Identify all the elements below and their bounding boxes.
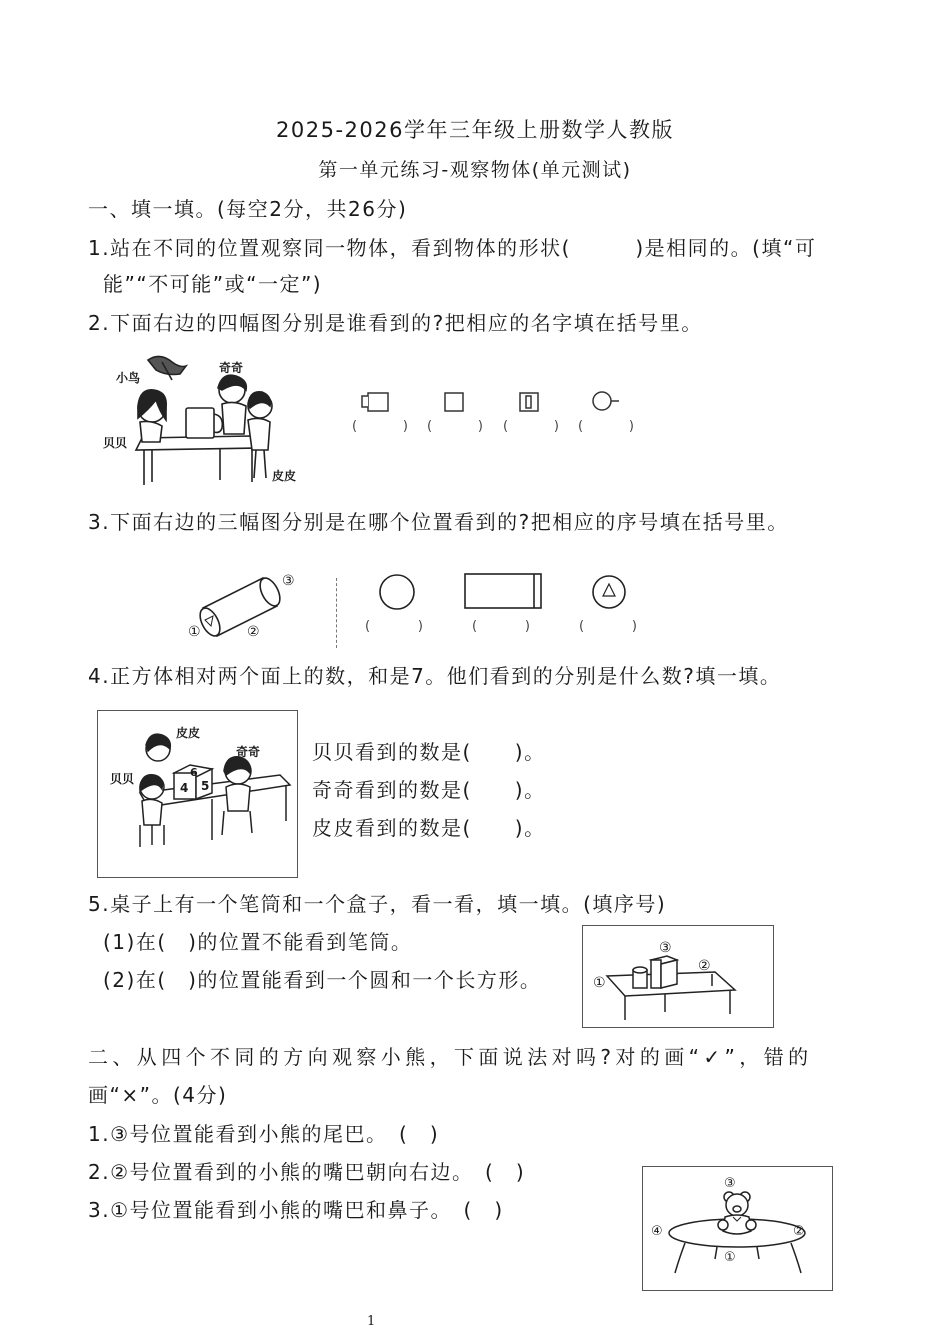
q3-text: 3.下面右边的三幅图分别是在哪个位置看到的?把相应的序号填在括号里。 — [88, 510, 789, 534]
q5-marker-2: ② — [698, 958, 711, 974]
label-qiqi: 奇奇 — [219, 361, 244, 375]
section2-heading-line2: 画“×”。(4分) — [88, 1083, 228, 1107]
q4-cube-side: 5 — [201, 779, 210, 793]
q2-blank-2[interactable]: ( ) — [427, 419, 483, 434]
q3-divider — [336, 578, 337, 648]
s2-marker-1: ① — [724, 1250, 736, 1265]
q5-marker-3: ③ — [659, 940, 672, 956]
s2-marker-3: ③ — [724, 1176, 736, 1191]
q5-item-1: (1)在( )的位置不能看到笔筒。 — [103, 930, 413, 954]
page-number: 1 — [367, 1314, 376, 1329]
page-title: 2025-2026学年三年级上册数学人教版 — [276, 118, 674, 142]
q4-label-pipi: 皮皮 — [176, 726, 201, 740]
q5-text: 5.桌子上有一个笔筒和一个盒子，看一看，填一填。(填序号) — [88, 892, 667, 916]
q2-blank-3[interactable]: ( ) — [503, 419, 559, 434]
q4-cube-top: 6 — [190, 766, 198, 779]
q4-line-qiqi: 奇奇看到的数是( )。 — [312, 778, 546, 802]
label-beibei: 贝贝 — [103, 436, 128, 450]
section1-heading: 一、填一填。(每空2分，共26分) — [88, 197, 408, 221]
q3-blank-2[interactable]: ( ) — [472, 619, 530, 634]
q1-line2: 能”“不可能”或“一定”) — [103, 272, 323, 296]
q3-marker-1: ① — [188, 624, 201, 640]
q4-text: 4.正方体相对两个面上的数，和是7。他们看到的分别是什么数?填一填。 — [88, 664, 782, 688]
q2-text: 2.下面右边的四幅图分别是谁看到的?把相应的名字填在括号里。 — [88, 311, 703, 335]
q3-marker-3: ③ — [282, 573, 295, 589]
q4-line-pipi: 皮皮看到的数是( )。 — [312, 816, 546, 840]
q3-marker-2: ② — [247, 624, 260, 640]
s2-item-2: 2.②号位置看到的小熊的嘴巴朝向右边。 ( ) — [88, 1160, 526, 1184]
q3-blank-3[interactable]: ( ) — [579, 619, 637, 634]
s2-item-3: 3.①号位置能看到小熊的嘴巴和鼻子。 ( ) — [88, 1198, 504, 1222]
q4-label-qiqi: 奇奇 — [236, 745, 261, 759]
q4-cube-front: 4 — [180, 781, 189, 795]
q5-item-2: (2)在( )的位置能看到一个圆和一个长方形。 — [103, 968, 542, 992]
q1-line1: 1.站在不同的位置观察同一物体，看到物体的形状( )是相同的。(填“可 — [88, 236, 817, 260]
s2-marker-4: ④ — [651, 1224, 663, 1239]
q4-line-beibei: 贝贝看到的数是( )。 — [312, 740, 546, 764]
section2-heading-line1: 二、从四个不同的方向观察小熊，下面说法对吗?对的画“✓”，错的 — [88, 1045, 813, 1069]
label-pipi: 皮皮 — [272, 469, 297, 483]
q2-blank-4[interactable]: ( ) — [578, 419, 634, 434]
page-subtitle: 第一单元练习-观察物体(单元测试) — [318, 159, 632, 181]
s2-marker-2: ② — [793, 1224, 805, 1239]
q3-views-illustration — [370, 570, 650, 620]
label-bird: 小鸟 — [116, 371, 141, 385]
q4-label-beibei: 贝贝 — [110, 772, 135, 786]
q2-blank-1[interactable]: ( ) — [352, 419, 408, 434]
s2-item-1: 1.③号位置能看到小熊的尾巴。 ( ) — [88, 1122, 440, 1146]
q5-marker-1: ① — [593, 975, 606, 991]
q5-table-illustration — [585, 928, 771, 1026]
q3-blank-1[interactable]: ( ) — [365, 619, 423, 634]
